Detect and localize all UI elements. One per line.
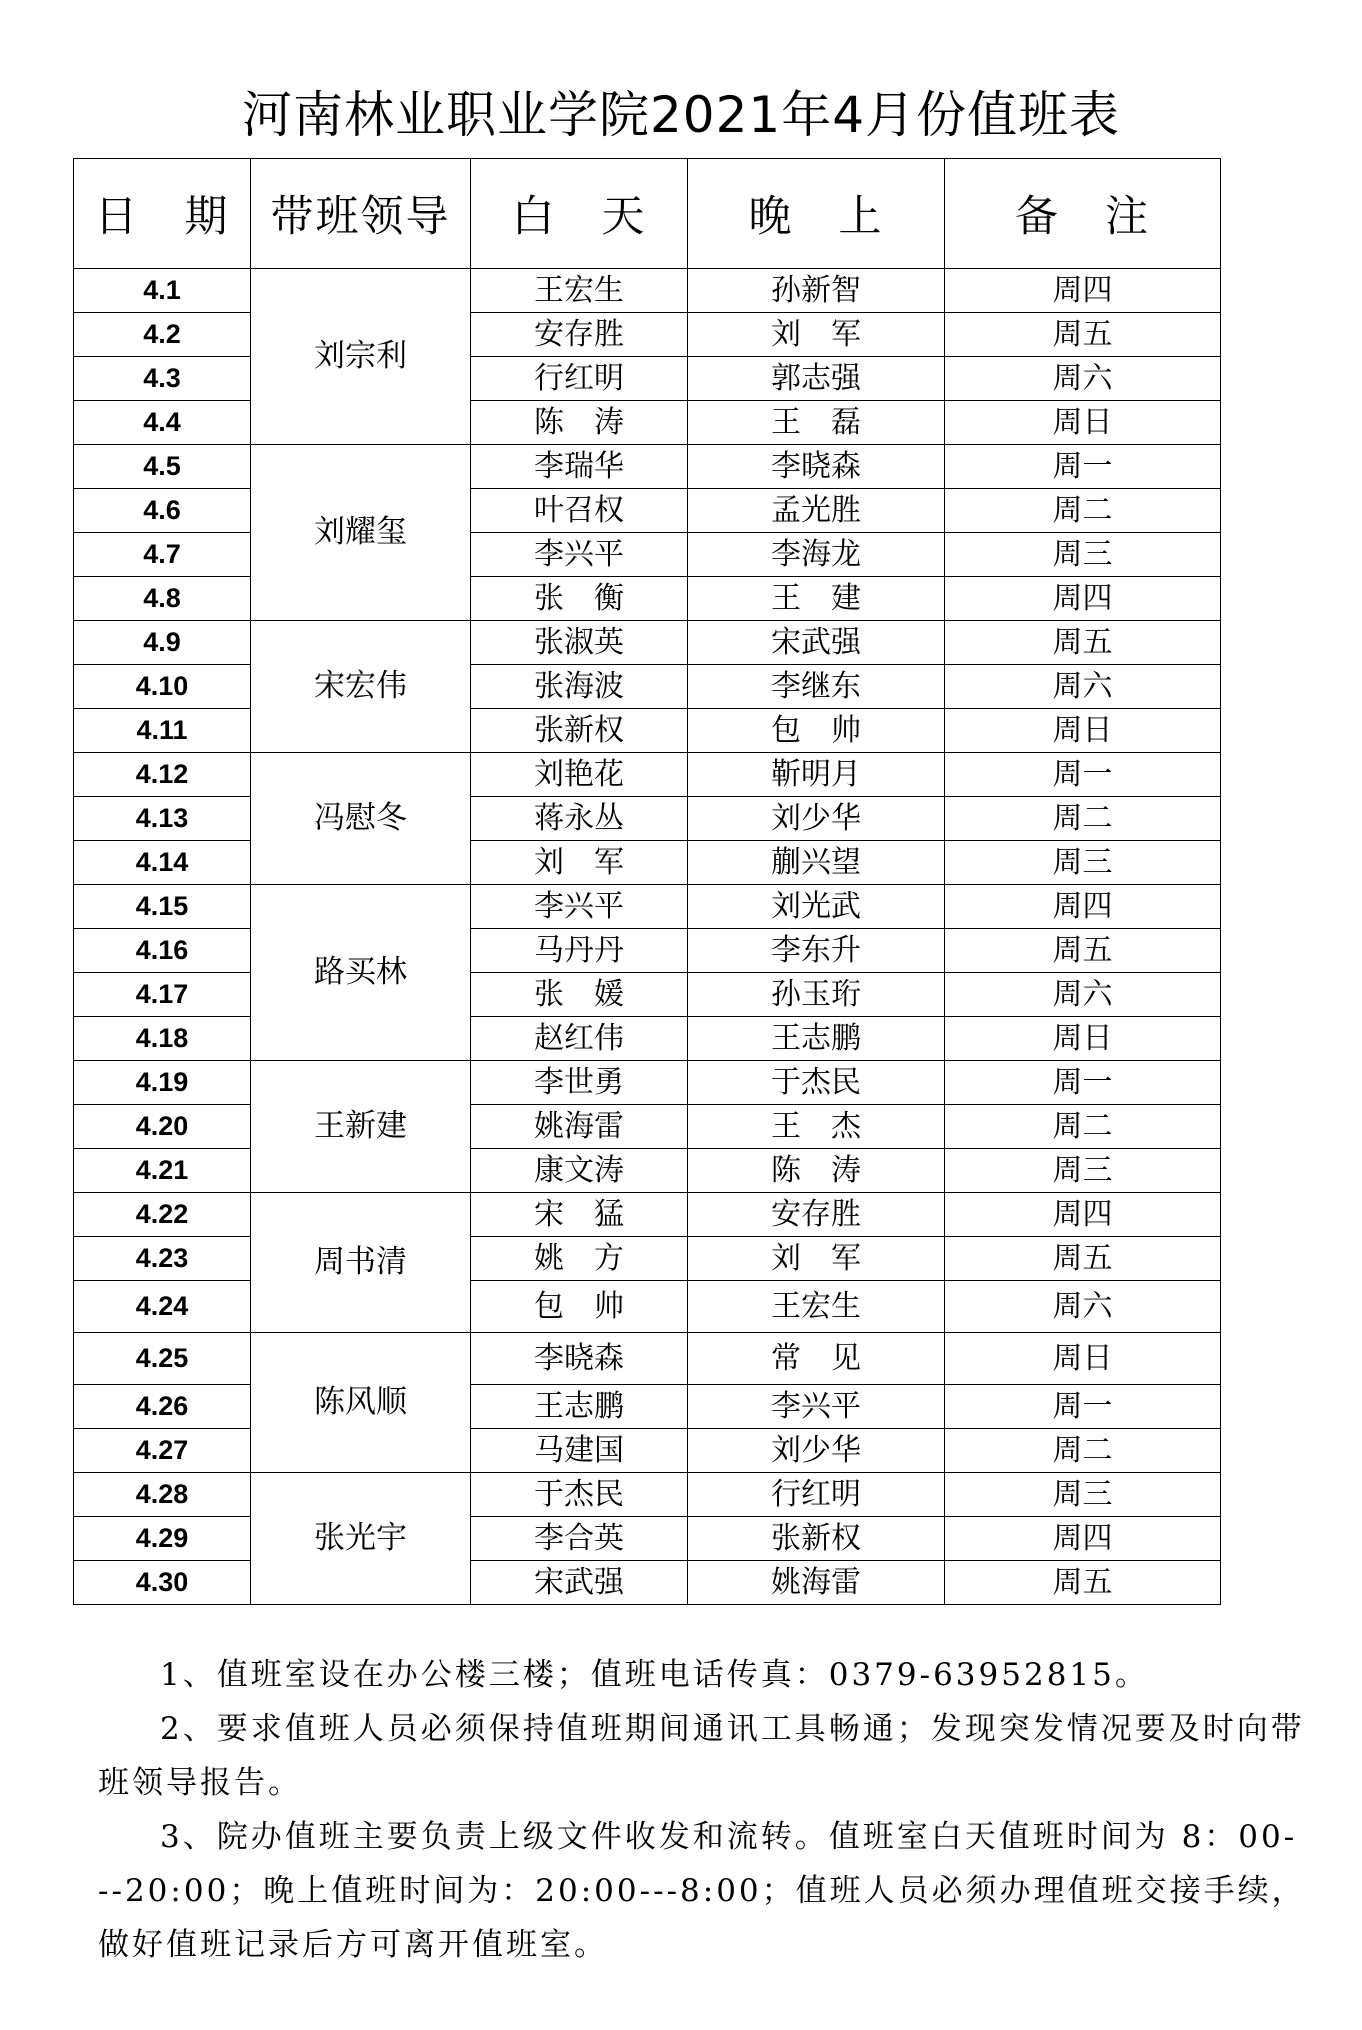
- remark-cell: 周二: [945, 1105, 1221, 1149]
- leader-cell: 周书清: [251, 1193, 471, 1333]
- night-shift-cell: 李海龙: [688, 533, 945, 577]
- leader-cell: 宋宏伟: [251, 621, 471, 753]
- date-cell: 4.26: [74, 1385, 251, 1429]
- night-shift-cell: 孙玉珩: [688, 973, 945, 1017]
- remark-cell: 周日: [945, 1333, 1221, 1385]
- day-shift-cell: 张新权: [471, 709, 688, 753]
- table-row: [74, 1281, 1221, 1333]
- table-row: [74, 797, 1221, 841]
- date-cell: 4.27: [74, 1429, 251, 1473]
- day-shift-cell: 马建国: [471, 1429, 688, 1473]
- night-shift-cell: 王 杰: [688, 1105, 945, 1149]
- header-day-shift: 白 天: [471, 159, 688, 269]
- date-cell: 4.1: [74, 269, 251, 313]
- night-shift-cell: 靳明月: [688, 753, 945, 797]
- remark-cell: 周一: [945, 445, 1221, 489]
- page-title: 河南林业职业学院2021年4月份值班表: [241, 86, 1121, 144]
- duty-schedule-table: [73, 158, 1221, 1605]
- table-row: [74, 313, 1221, 357]
- table-row: [74, 1429, 1221, 1473]
- day-shift-cell: 马丹丹: [471, 929, 688, 973]
- remark-cell: 周日: [945, 709, 1221, 753]
- remark-cell: 周四: [945, 1517, 1221, 1561]
- table-row: [74, 973, 1221, 1017]
- remark-cell: 周六: [945, 973, 1221, 1017]
- day-shift-cell: 李瑞华: [471, 445, 688, 489]
- table-row: [74, 1105, 1221, 1149]
- date-cell: 4.24: [74, 1281, 251, 1333]
- date-cell: 4.3: [74, 357, 251, 401]
- night-shift-cell: 李晓森: [688, 445, 945, 489]
- remark-cell: 周一: [945, 1061, 1221, 1105]
- date-cell: 4.28: [74, 1473, 251, 1517]
- date-cell: 4.5: [74, 445, 251, 489]
- remark-cell: 周三: [945, 841, 1221, 885]
- remark-cell: 周四: [945, 885, 1221, 929]
- table-row: [74, 665, 1221, 709]
- day-shift-cell: 张 衡: [471, 577, 688, 621]
- night-shift-cell: 刘少华: [688, 797, 945, 841]
- date-cell: 4.19: [74, 1061, 251, 1105]
- table-row: [74, 1017, 1221, 1061]
- date-cell: 4.9: [74, 621, 251, 665]
- table-header-row: [74, 159, 1221, 269]
- day-shift-cell: 王志鹏: [471, 1385, 688, 1429]
- day-shift-cell: 李兴平: [471, 533, 688, 577]
- header-date: 日 期: [74, 159, 251, 269]
- leader-cell: 王新建: [251, 1061, 471, 1193]
- date-cell: 4.8: [74, 577, 251, 621]
- date-cell: 4.23: [74, 1237, 251, 1281]
- night-shift-cell: 孙新智: [688, 269, 945, 313]
- header-leader: 带班领导: [251, 159, 471, 269]
- date-cell: 4.21: [74, 1149, 251, 1193]
- leader-cell: 冯慰冬: [251, 753, 471, 885]
- date-cell: 4.13: [74, 797, 251, 841]
- remark-cell: 周二: [945, 1429, 1221, 1473]
- remark-cell: 周四: [945, 269, 1221, 313]
- night-shift-cell: 蒯兴望: [688, 841, 945, 885]
- table-row: [74, 357, 1221, 401]
- night-shift-cell: 郭志强: [688, 357, 945, 401]
- remark-cell: 周五: [945, 929, 1221, 973]
- note-3: 3、院办值班主要负责上级文件收发和流转。值班室白天值班时间为 8：00---20:00；晚上值班时间为：20:00---8:00；值班人员必须办理值班交接手续，做好值班记录后方可离开值班室。: [98, 1819, 1306, 1963]
- table-row: [74, 401, 1221, 445]
- date-cell: 4.18: [74, 1017, 251, 1061]
- night-shift-cell: 王志鹏: [688, 1017, 945, 1061]
- table-row: [74, 929, 1221, 973]
- remark-cell: 周四: [945, 577, 1221, 621]
- day-shift-cell: 张海波: [471, 665, 688, 709]
- leader-cell: 路买林: [251, 885, 471, 1061]
- table-row: [74, 445, 1221, 489]
- day-shift-cell: 叶召权: [471, 489, 688, 533]
- table-row: [74, 1473, 1221, 1517]
- day-shift-cell: 包 帅: [471, 1281, 688, 1333]
- night-shift-cell: 陈 涛: [688, 1149, 945, 1193]
- table-row: [74, 709, 1221, 753]
- table-row: [74, 489, 1221, 533]
- header-night-shift: 晚 上: [688, 159, 945, 269]
- night-shift-cell: 刘少华: [688, 1429, 945, 1473]
- table-row: [74, 1193, 1221, 1237]
- date-cell: 4.29: [74, 1517, 251, 1561]
- day-shift-cell: 姚海雷: [471, 1105, 688, 1149]
- night-shift-cell: 王 磊: [688, 401, 945, 445]
- night-shift-cell: 孟光胜: [688, 489, 945, 533]
- table-row: [74, 1061, 1221, 1105]
- night-shift-cell: 包 帅: [688, 709, 945, 753]
- table-row: [74, 1517, 1221, 1561]
- night-shift-cell: 行红明: [688, 1473, 945, 1517]
- night-shift-cell: 宋武强: [688, 621, 945, 665]
- night-shift-cell: 李继东: [688, 665, 945, 709]
- night-shift-cell: 刘光武: [688, 885, 945, 929]
- date-cell: 4.25: [74, 1333, 251, 1385]
- remark-cell: 周六: [945, 665, 1221, 709]
- date-cell: 4.14: [74, 841, 251, 885]
- remark-cell: 周五: [945, 621, 1221, 665]
- remark-cell: 周四: [945, 1193, 1221, 1237]
- day-shift-cell: 姚 方: [471, 1237, 688, 1281]
- day-shift-cell: 陈 涛: [471, 401, 688, 445]
- remark-cell: 周六: [945, 1281, 1221, 1333]
- notes-section: [98, 1648, 1308, 1972]
- day-shift-cell: 刘艳花: [471, 753, 688, 797]
- remark-cell: 周五: [945, 1561, 1221, 1605]
- table-row: [74, 269, 1221, 313]
- leader-cell: 刘耀玺: [251, 445, 471, 621]
- date-cell: 4.4: [74, 401, 251, 445]
- table-row: [74, 1333, 1221, 1385]
- date-cell: 4.30: [74, 1561, 251, 1605]
- table-row: [74, 577, 1221, 621]
- leader-cell: 陈风顺: [251, 1333, 471, 1473]
- day-shift-cell: 李晓森: [471, 1333, 688, 1385]
- date-cell: 4.22: [74, 1193, 251, 1237]
- note-2: 2、要求值班人员必须保持值班期间通讯工具畅通；发现突发情况要及时向带班领导报告。: [98, 1711, 1305, 1801]
- night-shift-cell: 安存胜: [688, 1193, 945, 1237]
- table-row: [74, 621, 1221, 665]
- night-shift-cell: 李东升: [688, 929, 945, 973]
- night-shift-cell: 于杰民: [688, 1061, 945, 1105]
- day-shift-cell: 刘 军: [471, 841, 688, 885]
- night-shift-cell: 王宏生: [688, 1281, 945, 1333]
- date-cell: 4.2: [74, 313, 251, 357]
- remark-cell: 周六: [945, 357, 1221, 401]
- remark-cell: 周三: [945, 1473, 1221, 1517]
- remark-cell: 周五: [945, 1237, 1221, 1281]
- remark-cell: 周五: [945, 313, 1221, 357]
- day-shift-cell: 赵红伟: [471, 1017, 688, 1061]
- remark-cell: 周日: [945, 401, 1221, 445]
- table-row: [74, 1385, 1221, 1429]
- day-shift-cell: 李世勇: [471, 1061, 688, 1105]
- date-cell: 4.16: [74, 929, 251, 973]
- date-cell: 4.17: [74, 973, 251, 1017]
- date-cell: 4.6: [74, 489, 251, 533]
- table-row: [74, 1561, 1221, 1605]
- day-shift-cell: 于杰民: [471, 1473, 688, 1517]
- leader-cell: 张光宇: [251, 1473, 471, 1605]
- day-shift-cell: 李合英: [471, 1517, 688, 1561]
- date-cell: 4.7: [74, 533, 251, 577]
- remark-cell: 周三: [945, 1149, 1221, 1193]
- table-row: [74, 1149, 1221, 1193]
- night-shift-cell: 常 见: [688, 1333, 945, 1385]
- table-row: [74, 533, 1221, 577]
- date-cell: 4.10: [74, 665, 251, 709]
- table-row: [74, 885, 1221, 929]
- remark-cell: 周一: [945, 753, 1221, 797]
- note-1: 1、值班室设在办公楼三楼；值班电话传真：0379-63952815。: [160, 1657, 1149, 1693]
- date-cell: 4.12: [74, 753, 251, 797]
- date-cell: 4.15: [74, 885, 251, 929]
- remark-cell: 周二: [945, 489, 1221, 533]
- night-shift-cell: 刘 军: [688, 313, 945, 357]
- day-shift-cell: 蒋永丛: [471, 797, 688, 841]
- night-shift-cell: 张新权: [688, 1517, 945, 1561]
- date-cell: 4.20: [74, 1105, 251, 1149]
- day-shift-cell: 王宏生: [471, 269, 688, 313]
- table-row: [74, 841, 1221, 885]
- header-remark: 备 注: [945, 159, 1221, 269]
- remark-cell: 周二: [945, 797, 1221, 841]
- day-shift-cell: 张淑英: [471, 621, 688, 665]
- night-shift-cell: 姚海雷: [688, 1561, 945, 1605]
- table-row: [74, 1237, 1221, 1281]
- day-shift-cell: 行红明: [471, 357, 688, 401]
- remark-cell: 周一: [945, 1385, 1221, 1429]
- date-cell: 4.11: [74, 709, 251, 753]
- night-shift-cell: 王 建: [688, 577, 945, 621]
- day-shift-cell: 宋 猛: [471, 1193, 688, 1237]
- remark-cell: 周三: [945, 533, 1221, 577]
- day-shift-cell: 张 媛: [471, 973, 688, 1017]
- day-shift-cell: 安存胜: [471, 313, 688, 357]
- night-shift-cell: 李兴平: [688, 1385, 945, 1429]
- day-shift-cell: 宋武强: [471, 1561, 688, 1605]
- night-shift-cell: 刘 军: [688, 1237, 945, 1281]
- day-shift-cell: 李兴平: [471, 885, 688, 929]
- leader-cell: 刘宗利: [251, 269, 471, 445]
- table-body: [74, 269, 1221, 1605]
- remark-cell: 周日: [945, 1017, 1221, 1061]
- table-row: [74, 753, 1221, 797]
- day-shift-cell: 康文涛: [471, 1149, 688, 1193]
